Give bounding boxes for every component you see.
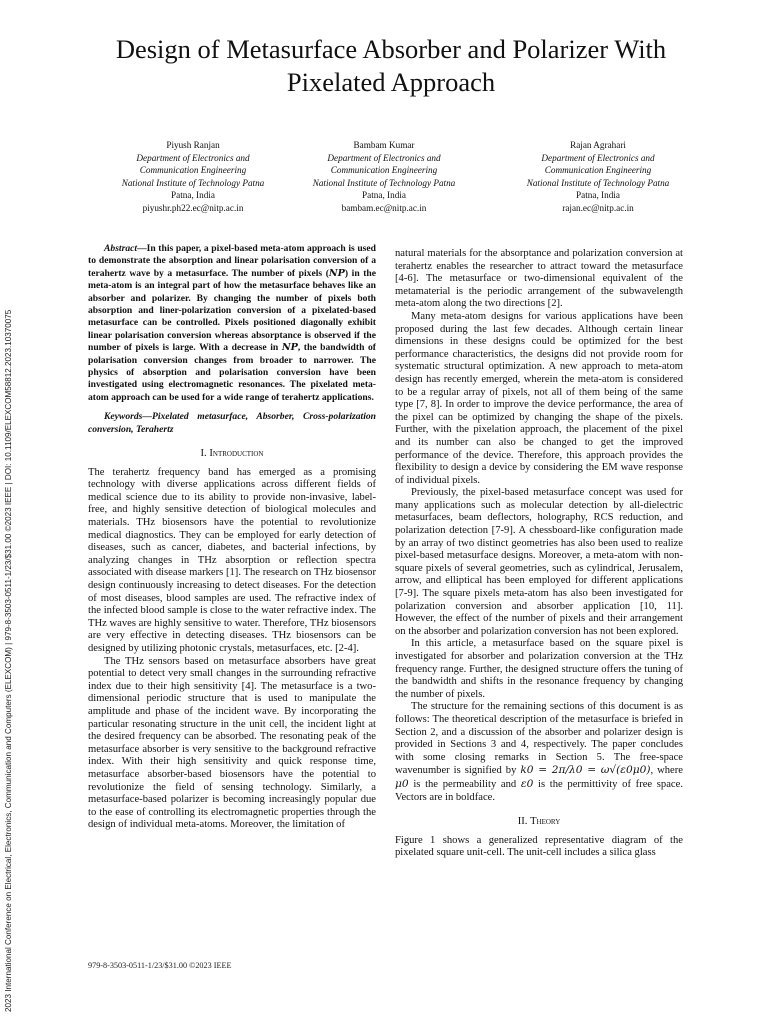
page-footer: 979-8-3503-0511-1/23/$31.00 ©2023 IEEE (88, 961, 232, 970)
author-email[interactable]: bambam.ec@nitp.ac.in (341, 202, 427, 213)
author-location: Patna, India (171, 190, 215, 201)
author-name: Piyush Ranjan (166, 140, 220, 150)
author-block-2 (279, 139, 489, 215)
paragraph: The THz sensors based on metasurface absorbers have great potential to detect very small changes in the surrounding refractive index due to their high sensitivity [4]. The metasurface is a two-dimensional periodic structure that is used to manipulate the amplitude and phase of the incident wave. By incorporating the particular resonating structure in the unit cell, the incident light at the desired frequency can be absorbed. The resonating peak of the metasurface absorber is very sensitive to the background refractive index. With their high sensitivity and quick response time, metasurface absorber-based biosensors have the potential to revolutionize the field of sensing technology. Similarly, a metasurface-based polarizer is becoming increasingly popular due to the ease of controlling its electromagnetic properties through the design of individual meta-atoms. Moreover, the limitation of (88, 655, 376, 831)
paragraph: The structure for the remaining sections of this document is as follows: The theoretical description of the metasurface is briefed in Section 2, and a discussion of the absorber and polarizer design is provided in Sections 3 and 4, respectively. The paper concludes with some closing remarks in Section 5. The free-space wavenumber is signified by k0 = 2π/λ0 = ω√(ε0μ0), where μ0 is the permeability and ε0 is the permittivity of free space. Vectors are in boldface. (395, 701, 683, 803)
author-block-1 (88, 139, 298, 215)
paragraph: Previously, the pixel-based metasurface concept was used for many applications such as molecular detection by all-dielectric metasurfaces, beam deflectors, holography, RCS reduction, and polarization detection [7-9]. A chessboard-like configuration made by an array of two distinct geometries has also been used to realize pixel-based metasurface designs. Moreover, a meta-atom with non-square pixels of several geometries, such as cylindrical, Jerusalem, arrow, and elliptical has been employed for different applications [7-9]. The square pixels meta-atom has also been investigated for polarization conversion and absorber application [10, 11]. However, the effect of the number of pixels and their arrangement on the absorber and polarization conversion has not been explored. (395, 487, 683, 637)
author-name: Rajan Agrahari (570, 140, 626, 150)
author-dept: Communication Engineering (330, 165, 438, 176)
paragraph: Figure 1 shows a generalized representative diagram of the pixelated square unit-cell. The unit-cell includes a silica glass (395, 834, 683, 859)
paragraph: In this article, a metasurface based on the square pixel is investigated for absorber and polarization conversion at the THz frequency range. Further, the designed structure offers the tuning of the bandwidth and shifts in the resonance frequency by changing the number of pixels. (395, 638, 683, 700)
paragraph: Many meta-atom designs for various applications have been proposed during the last few decades. Although certain linear dimensions in these designs could be optimized for the best performance characteristics, the designs did not provide room for systematic structural optimization. A new approach to meta-atom design has recently emerged, wherein the meta-atom is considered to be a regular array of pixels, not all of them being of the same type [7, 8]. In order to improve the device performance, the area of the pixel can be optimized by changing the shape of the pixels. Further, with the pixelation approach, the placement of the pixel and its number can also be changed to get the improved performance of the device. Therefore, this approach provides the flexibility to design a device by considering the EM wave response of individual pixels. (395, 310, 683, 486)
author-location: Patna, India (576, 190, 620, 201)
abstract: Abstract—In this paper, a pixel-based meta-atom approach is used to demonstrate the absorption and linear polarisation conversion of a terahertz wave by a metasurface. The number of pixels (NP) in the meta-atom is an integral part of how the metasurface behaves like an absorber and polarizer. By changing the number of pixels both absorption and liner-polarization conversion of a pixelated-based metasurface can be controlled. Pixels positioned diagonally exhibit linear polarisation conversion whereas absorptance is observed if the number of pixels is large. With a decrease in NP, the bandwidth of polarisation conversion changes from broader to narrower. The physics of absorption and polarisation conversion have been investigated using electromagnetic resonances. The pixelated meta-atom approach can be used for a wide range of terahertz applications. (88, 243, 377, 403)
author-dept: Department of Electronics and (541, 152, 655, 163)
doi-sidebar (4, 0, 18, 1024)
author-institution: National Institute of Technology Patna (121, 177, 265, 188)
author-name: Bambam Kumar (353, 140, 415, 150)
author-dept: Department of Electronics and (327, 152, 441, 163)
abstract-label: Abstract (104, 243, 138, 254)
symbol-np: NP (328, 267, 345, 279)
doi-sidebar-text: 2023 International Conference on Electrical, Electronics, Communication and Computers (ELEXCOM) | 979-8-3503-0511-1/23/$31.00 ©2023 IEEE | DOI: 10.1109/ELEXCOM58812.2023.10370075 (4, 309, 13, 1012)
symbol-np: NP (281, 342, 298, 354)
symbol-eps0: ε0 (520, 777, 534, 790)
author-institution: National Institute of Technology Patna (526, 177, 670, 188)
author-dept: Communication Engineering (139, 165, 247, 176)
keywords: Keywords—Pixelated metasurface, Absorber, Cross-polarization conversion, Terahertz (88, 411, 376, 435)
author-block-3 (493, 139, 703, 215)
paragraph: natural materials for the absorptance and polarization conversion at terahertz enables the researcher to attract toward the metasurface [4-6]. The metasurface or two-dimensional equivalent of the metamaterial is the periodic arrangement of the subwavelength meta-atom along the two directions [2]. (395, 248, 683, 310)
author-dept: Communication Engineering (544, 165, 652, 176)
paragraph: The terahertz frequency band has emerged as a promising technology with diverse applications across different fields of medical science due to its ability to provide non-invasive, label-free, and highly sensitive detection of biological molecules and materials. THz biosensors have the potential to revolutionize medical diagnostics. They can be employed for early detection of diseases, such as cancer, diabetes, and bacterial infections, by analyzing changes in THz absorption or reflection spectra associated with disease markers [1]. The research on THz biosensor design continuously increasing to detect diseases. For the detection of most diseases, blood samples are used. The refractive index of the infected blood sample is close to the water refractive index. The THz waves are highly sensitive to water. Therefore, THz biosensors are very effective in detecting diseases. THz biosensors can be designed by utilizing photonic crystals, metasurfaces, etc. [2-4]. (88, 466, 376, 654)
author-email[interactable]: piyushr.ph22.ec@nitp.ac.in (142, 202, 244, 213)
author-location: Patna, India (362, 190, 406, 201)
right-column (395, 248, 683, 860)
author-dept: Department of Electronics and (136, 152, 250, 163)
paper-title: Design of Metasurface Absorber and Polarizer With Pixelated Approach (115, 34, 667, 97)
symbol-mu0: μ0 (395, 777, 409, 790)
section-heading-introduction: I. Introduction (200, 448, 264, 460)
section-heading-theory: II. Theory (517, 816, 561, 828)
left-column (88, 243, 376, 832)
author-email[interactable]: rajan.ec@nitp.ac.in (562, 202, 634, 213)
author-institution: National Institute of Technology Patna (312, 177, 456, 188)
equation-wavenumber: k0 = 2π/λ0 = ω√(ε0μ0) (520, 764, 651, 777)
